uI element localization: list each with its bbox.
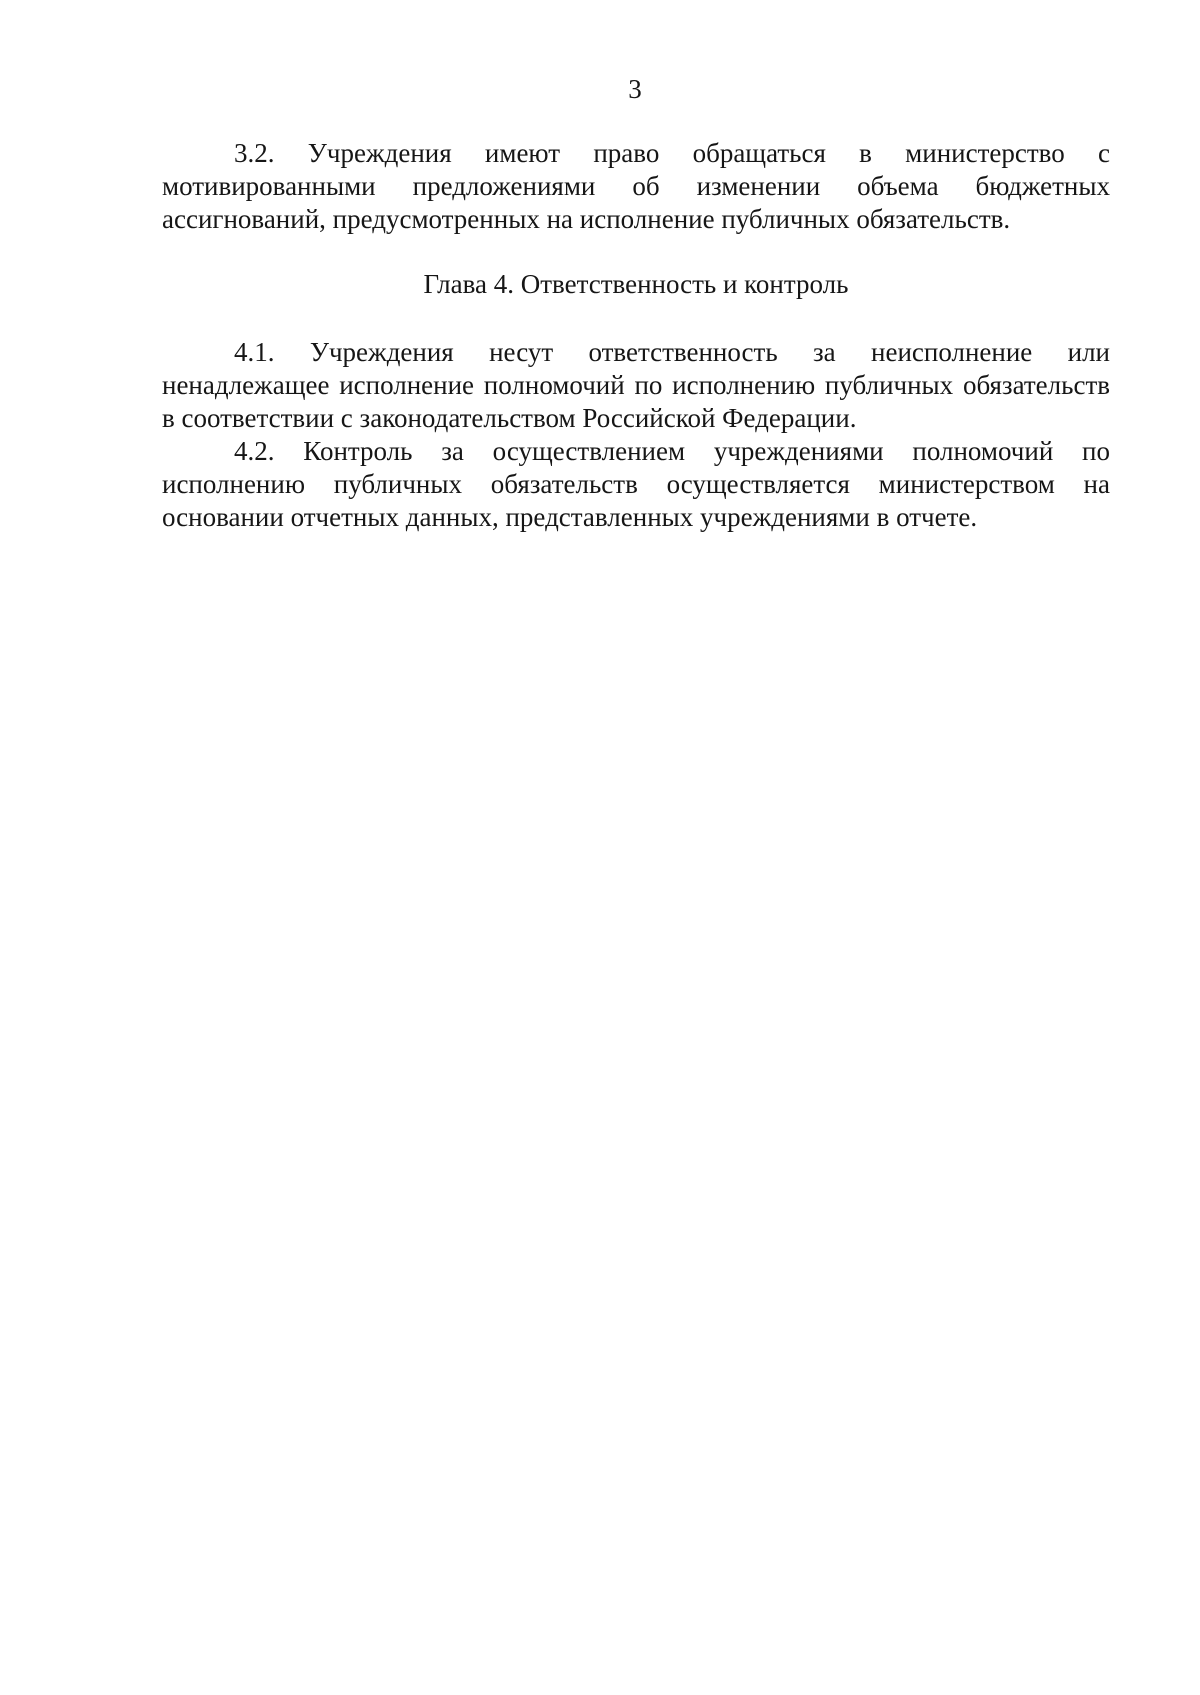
chapter-4-block [162,336,1110,534]
chapter-4-heading: Глава 4. Ответственность и контроль [423,269,849,299]
section-3-block [162,137,1110,236]
paragraph-3-2: 3.2. Учреждения имеют право обращаться в министерство с мотивированными предложениями об изменении объема бюджетных ассигнований, предусмотренных на исполнение публичных обязательств. [162,138,1110,234]
page-number: 3 [628,74,642,104]
paragraph-4-1: 4.1. Учреждения несут ответственность за неисполнение или ненадлежащее исполнение полномочий по исполнению публичных обязательств в соответствии с законодательством Российской Федерации. [162,337,1110,433]
paragraph-4-2: 4.2. Контроль за осуществлением учреждениями полномочий по исполнению публичных обязательств осуществляется министерством на основании отчетных данных, представленных учреждениями в отчете. [162,436,1110,532]
